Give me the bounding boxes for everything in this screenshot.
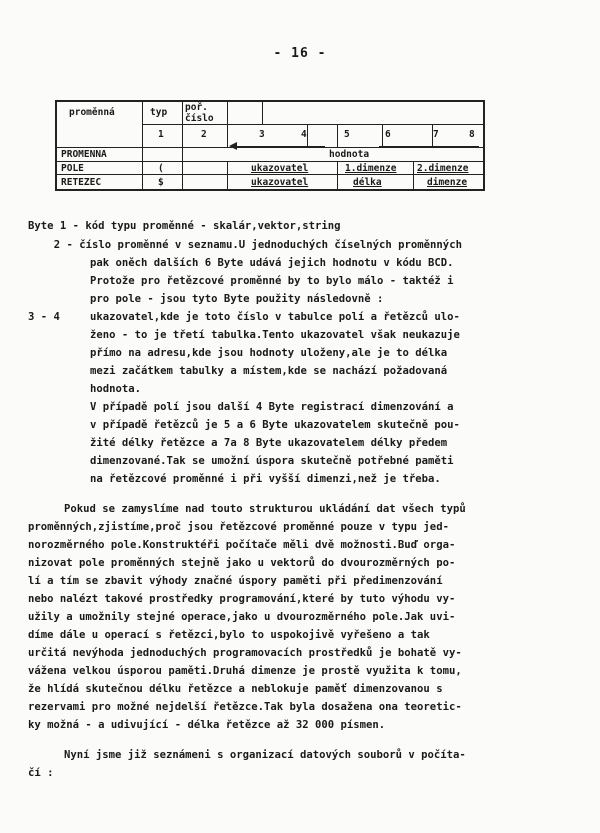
- text-line: mezi začátkem tabulky a místem,kde se nachází požadovaná: [90, 365, 448, 377]
- page-number: - 16 -: [273, 46, 327, 61]
- row-pole-dim1: 1.dimenze: [345, 163, 397, 174]
- byte-number: 7: [433, 129, 439, 140]
- header-type: typ: [150, 107, 168, 118]
- text-line: dimenzované.Tak se umožní úspora skutečně potřebné paměti: [90, 455, 454, 467]
- variable-structure-table: [55, 100, 485, 191]
- text-line: ženo - to je třetí tabulka.Tento ukazovatel však neukazuje: [90, 329, 460, 341]
- text-line-label: 3 - 4: [28, 311, 60, 323]
- byte-number: 1: [158, 129, 164, 140]
- text-line: užily a umožnily stejné operace,jako u dvourozměrného pole.Jak uvi-: [28, 611, 456, 623]
- row-pole-dim2: 2.dimenze: [417, 163, 469, 174]
- row-retezec-name: RETEZEC: [61, 177, 102, 188]
- text-line: na řetězcové proměnné i při vyšší dimenzi,než je třeba.: [90, 473, 441, 485]
- text-line: určitá nevýhoda jednoduchých programovacích prostředků je bohatě vy-: [28, 647, 462, 659]
- byte-number: 2: [201, 129, 207, 140]
- row-pole-pointer: ukazovatel: [251, 163, 309, 174]
- text-line: že hlídá skutečnou délku řetězce a neblokuje paměť dimenzovanou s: [28, 683, 443, 695]
- row-retezec-dimension: dimenze: [427, 177, 468, 188]
- text-line: vážena velkou úsporou paměti.Druhá dimenze je prostě využita k tomu,: [28, 665, 462, 677]
- row-retezec-pointer: ukazovatel: [251, 177, 309, 188]
- text-line: hodnota.: [90, 383, 142, 395]
- byte-number: 4: [301, 129, 307, 140]
- text-line: žité délky řetězce a 7a 8 Byte ukazovatelem délky předem: [90, 437, 448, 449]
- text-line: Pokud se zamyslíme nad touto strukturou ukládání dat všech typů: [64, 503, 466, 515]
- text-line: v případě řetězců je 5 a 6 Byte ukazovatelem skutečně pou-: [90, 419, 460, 431]
- row-retezec-type: $: [158, 177, 164, 188]
- text-line: Byte 1 - kód typu proměnné - skalár,vektor,string: [28, 220, 341, 232]
- header-variable: proměnná: [69, 107, 115, 118]
- header-index-1: poř.: [185, 102, 208, 113]
- header-index-2: číslo: [185, 113, 214, 124]
- text-line: proměnných,zjistíme,proč jsou řetězcové proměnné pouze v typu jed-: [28, 521, 449, 533]
- byte-number: 5: [344, 129, 350, 140]
- row-pole-name: POLE: [61, 163, 84, 174]
- hodnota-label: hodnota: [329, 149, 370, 160]
- text-line: ky možná - a udivující - délka řetězce až 32 000 písmen.: [28, 719, 386, 731]
- row-retezec-length: délka: [353, 177, 382, 188]
- text-line: nebo nalézt takové prostředky programování,které by tuto výhodu vy-: [28, 593, 456, 605]
- text-line: ukazovatel,kde je toto číslo v tabulce polí a řetězců ulo-: [90, 311, 460, 323]
- row-pole-type: (: [158, 163, 164, 174]
- text-line: 2 - číslo proměnné v seznamu.U jednoduchých číselných proměnných: [41, 239, 462, 251]
- text-line: pro pole - jsou tyto Byte použity následovně :: [90, 293, 384, 305]
- text-line: pak oněch dalších 6 Byte udává jejich hodnotu v kódu BCD.: [90, 257, 454, 269]
- text-line: lí a tím se zbavit výhody značné úspory paměti při předimenzování: [28, 575, 443, 587]
- text-line: V případě polí jsou další 4 Byte registrací dimenzování a: [90, 401, 454, 413]
- text-line: Protože pro řetězcové proměnné by to bylo málo - taktéž i: [90, 275, 454, 287]
- text-line: čí :: [28, 767, 54, 779]
- text-line: norozměrného pole.Konstruktéři počítače měli dvě možnosti.Buď orga-: [28, 539, 456, 551]
- byte-number: 6: [385, 129, 391, 140]
- text-line: přímo na adresu,kde jsou hodnoty uloženy,ale je to délka: [90, 347, 448, 359]
- text-line: nizovat pole proměnných stejně jako u vektorů do dvourozměrných po-: [28, 557, 456, 569]
- text-line: díme dále u operací s řetězci,bylo to uspokojivě vyřešeno a tak: [28, 629, 430, 641]
- row-promenna-name: PROMENNA: [61, 149, 107, 160]
- byte-number: 3: [259, 129, 265, 140]
- text-line: rezervami pro možné nejdelší řetězce.Tak byla dosažena ona teoretic-: [28, 701, 462, 713]
- text-line: Nyní jsme již seznámeni s organizací datových souborů v počíta-: [64, 749, 466, 761]
- byte-number: 8: [469, 129, 475, 140]
